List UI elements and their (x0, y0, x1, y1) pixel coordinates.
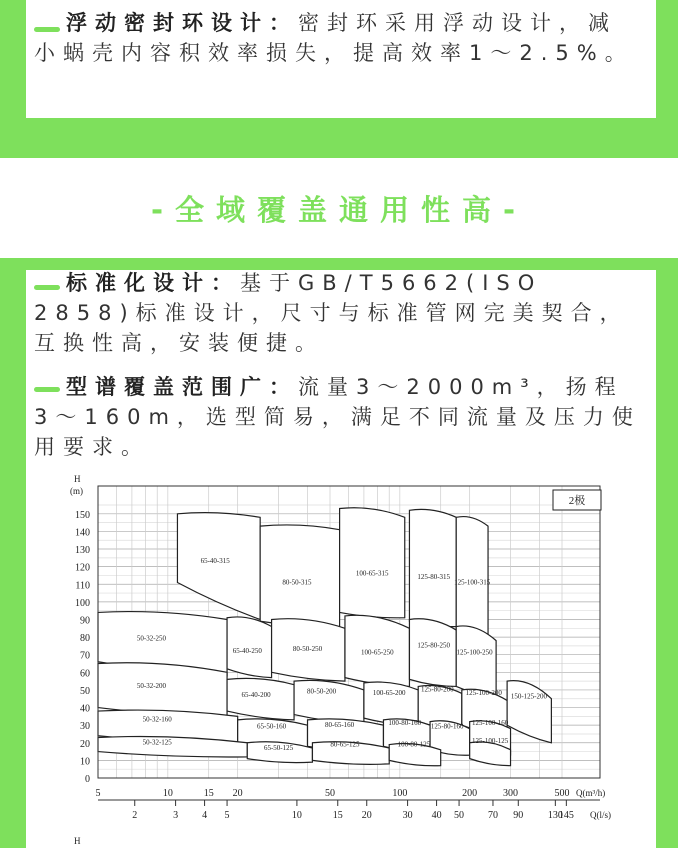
pump-region-label: 125-80-315 (417, 572, 451, 581)
pump-region-label: 125-100-250 (456, 648, 493, 657)
y-tick-label: 0 (85, 774, 90, 785)
y-tick-label: 110 (75, 580, 90, 592)
pump-region-label: 65-40-250 (232, 646, 262, 655)
y-tick-label: 60 (80, 668, 90, 680)
pump-region (340, 508, 405, 618)
pump-region-label: 80-50-315 (282, 578, 312, 587)
floating-seal-title: 浮动密封环设计： (66, 11, 298, 35)
x2-tick-label: 15 (332, 810, 343, 821)
pump-region-label: 50-32-200 (136, 682, 167, 691)
y-tick-label: 140 (75, 527, 90, 539)
x-tick-label: 20 (232, 788, 243, 799)
standard-design-text: 基于GB/T5662(ISO 2858)标准设计，尺寸与标准管网完美契合，互换性高，安装便捷。 (34, 271, 629, 355)
x-tick-label: 200 (462, 788, 478, 799)
coverage-title: 型谱覆盖范围广： (66, 375, 298, 399)
pump-region-label: 65-40-200 (241, 690, 271, 699)
coverage-paragraph (34, 372, 644, 462)
pump-region (260, 525, 339, 627)
pump-region (227, 678, 294, 720)
y-axis-label: H (74, 474, 81, 484)
pump-region-label: 65-50-125 (263, 743, 294, 752)
pump-region (456, 626, 496, 697)
pump-region-label: 50-32-250 (136, 634, 167, 643)
pump-region-label: 125-100-200 (465, 689, 502, 698)
x-axis-unit: Q(m³/h) (576, 788, 606, 798)
floating-seal-paragraph (34, 8, 644, 68)
pump-region-label: 100-65-315 (355, 569, 389, 578)
x-tick-label: 500 (554, 788, 570, 799)
pump-selection-chart (60, 472, 620, 848)
pump-region-label: 100-65-250 (361, 648, 394, 657)
x-tick-label: 50 (325, 788, 335, 799)
x-tick-label: 15 (203, 788, 214, 799)
pump-region-label: 65-50-160 (256, 722, 287, 731)
pump-region (409, 619, 456, 687)
pump-region-label: 125-100-315 (454, 578, 491, 587)
y-tick-label: 120 (75, 562, 90, 574)
y-tick-label: 90 (80, 615, 90, 627)
pump-region-label: 125-80-160 (430, 722, 464, 731)
y-tick-label: 50 (80, 685, 90, 697)
pump-region (177, 513, 260, 620)
y-tick-label: 10 (80, 756, 90, 768)
pump-region (409, 509, 456, 626)
y-tick-label: 150 (75, 509, 90, 521)
pump-region-label: 150-125-200 (510, 692, 547, 701)
x2-tick-label: 90 (513, 810, 524, 821)
pump-region (456, 517, 488, 638)
x2-tick-label: 145 (558, 810, 574, 821)
x-tick-label: 5 (95, 788, 101, 799)
x2-tick-label: 5 (224, 810, 230, 821)
x2-tick-label: 30 (402, 810, 413, 821)
pump-region-label: 80-50-250 (292, 645, 323, 654)
pump-region-label: 125-100-160 (472, 719, 509, 728)
standard-design-paragraph (34, 268, 644, 358)
pump-region-label: 50-32-160 (142, 715, 172, 724)
pump-region-label: 80-65-125 (330, 740, 360, 749)
y-tick-label: 100 (75, 597, 90, 609)
pump-region-label: 100-80-125 (397, 740, 431, 749)
x2-tick-label: 2 (132, 810, 138, 821)
pump-region-label: 80-50-200 (307, 687, 337, 696)
x2-tick-label: 50 (454, 810, 465, 821)
y-tick-label: 130 (75, 545, 90, 557)
x2-tick-label: 10 (291, 810, 302, 821)
x2-tick-label: 40 (431, 810, 442, 821)
pump-region-label: 100-65-200 (372, 689, 406, 698)
x-tick-label: 300 (503, 788, 519, 799)
x2-tick-label: 4 (202, 810, 208, 821)
pump-region-label: 125-100-125 (472, 736, 509, 745)
pump-region-label: 125-80-200 (420, 685, 454, 694)
floating-seal-text: 密封环采用浮动设计，减小蜗壳内容积效率损失，提高效率1～2.5%。 (34, 11, 634, 65)
y-tick-label: 30 (80, 721, 90, 733)
x-tick-label: 100 (392, 788, 408, 799)
pump-region-label: 65-40-315 (200, 557, 230, 566)
y-tick-label: 20 (80, 738, 90, 750)
y-axis-unit: (m) (70, 486, 83, 496)
x2-tick-label: 3 (173, 810, 179, 821)
y-tick-label: 80 (80, 633, 90, 645)
standard-design-title: 标准化设计： (66, 271, 240, 295)
y-tick-label: 40 (80, 703, 90, 715)
y-tick-label: 70 (80, 650, 90, 662)
chart-regions (98, 508, 551, 766)
x2-tick-label: 20 (361, 810, 372, 821)
next-chart-y-label: H (74, 836, 81, 846)
pump-region-label: 100-80-160 (388, 719, 422, 728)
pump-region-label: 80-65-160 (325, 720, 355, 729)
x2-axis-unit: Q(l/s) (590, 810, 611, 820)
pump-region-label: 50-32-125 (142, 738, 172, 747)
x2-tick-label: 130 (547, 810, 563, 821)
x2-tick-label: 70 (487, 810, 498, 821)
x-tick-label: 10 (162, 788, 173, 799)
coverage-text: 流量3～2000m³，扬程 3～160m，选型简易，满足不同流量及压力使用要求。 (34, 375, 641, 459)
legend-box-label: 2极 (568, 495, 586, 507)
section-heading: -全域覆盖通用性高- (150, 193, 528, 227)
pump-region-label: 125-80-250 (417, 641, 451, 650)
